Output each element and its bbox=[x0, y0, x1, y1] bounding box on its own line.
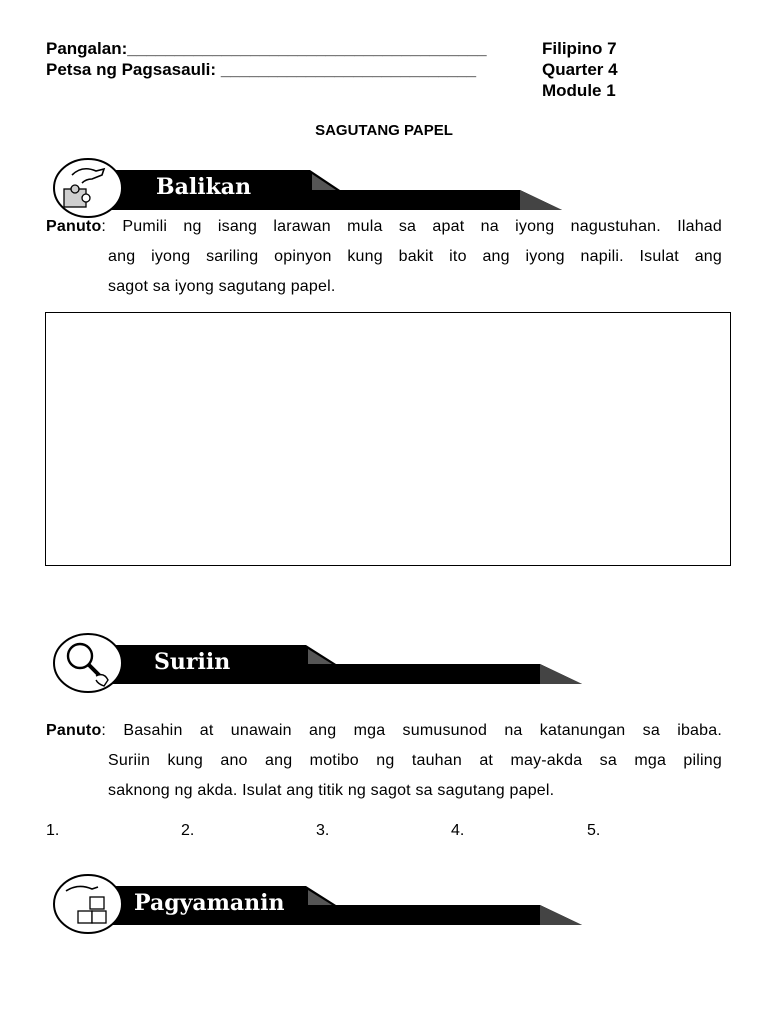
balikan-instructions bbox=[46, 212, 722, 302]
banner-shape bbox=[50, 631, 590, 697]
hand-blocks-icon bbox=[52, 873, 124, 935]
instruction-line: Suriin kung ano ang motibo ng tauhan at may-akda sa mga piling bbox=[108, 752, 722, 769]
magnifying-glass-icon bbox=[52, 632, 124, 694]
date-line: ___________________________ bbox=[220, 60, 477, 79]
pagyamanin-banner bbox=[50, 872, 590, 938]
quarter-label: Quarter 4 bbox=[542, 60, 618, 79]
date-label: Petsa ng Pagsasauli: bbox=[46, 60, 217, 79]
panuto-label: Panuto bbox=[46, 218, 102, 235]
banner-shape bbox=[50, 872, 590, 938]
name-line: ______________________________________ bbox=[127, 39, 487, 58]
answer-number[interactable]: 1. bbox=[46, 822, 60, 839]
hand-puzzle-icon bbox=[52, 157, 124, 219]
name-label: Pangalan: bbox=[46, 39, 128, 58]
answer-number[interactable]: 2. bbox=[181, 822, 195, 839]
suriin-instructions bbox=[46, 716, 722, 806]
panuto-label: Panuto bbox=[46, 722, 102, 739]
answer-number[interactable]: 3. bbox=[316, 822, 330, 839]
suriin-banner bbox=[50, 631, 590, 697]
instruction-line: : Basahin at unawain ang mga sumusunod na katanungan sa ibaba. bbox=[101, 722, 722, 739]
module-label: Module 1 bbox=[542, 81, 616, 100]
instruction-line: ang iyong sariling opinyon kung bakit ito ang iyong napili. Isulat ang bbox=[108, 248, 722, 265]
balikan-title: Balikan bbox=[156, 174, 252, 200]
instruction-line: : Pumili ng isang larawan mula sa apat na iyong nagustuhan. Ilahad bbox=[101, 218, 722, 235]
suriin-title: Suriin bbox=[154, 649, 231, 675]
answer-number[interactable]: 5. bbox=[587, 822, 601, 839]
instruction-line: sagot sa iyong sagutang papel. bbox=[108, 278, 336, 295]
pagyamanin-title: Pagyamanin bbox=[134, 890, 285, 916]
instruction-line: saknong ng akda. Isulat ang titik ng sagot sa sagutang papel. bbox=[108, 782, 555, 799]
answer-number[interactable]: 4. bbox=[451, 822, 465, 839]
date-field[interactable] bbox=[46, 60, 476, 80]
subject-label: Filipino 7 bbox=[542, 39, 617, 58]
answer-box[interactable] bbox=[45, 312, 731, 566]
page-title: SAGUTANG PAPEL bbox=[315, 122, 453, 139]
name-field[interactable] bbox=[46, 39, 487, 59]
